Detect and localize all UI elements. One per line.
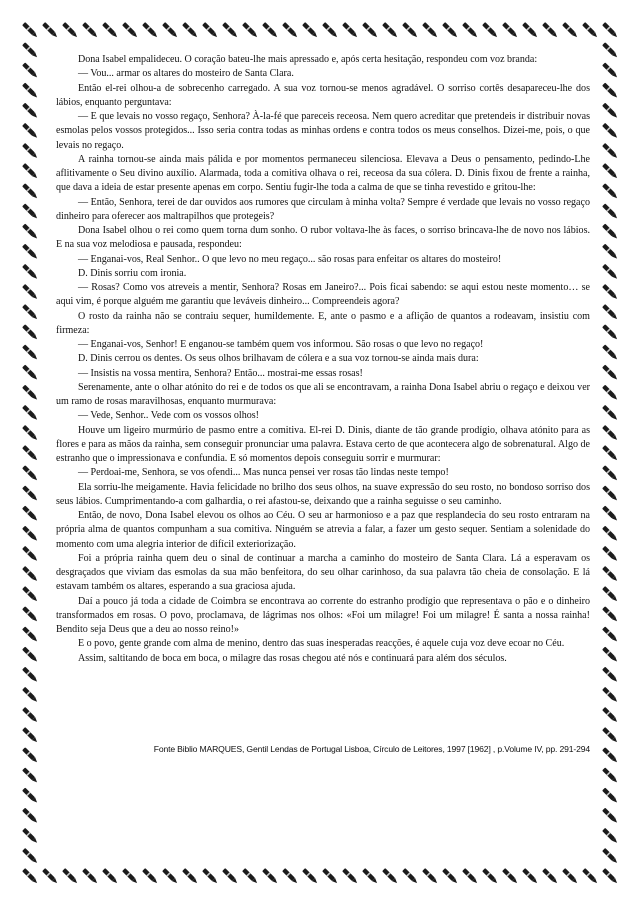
pen-icon [22, 344, 39, 361]
pen-icon [162, 868, 179, 885]
pen-icon [602, 324, 619, 341]
pen-icon [22, 143, 39, 160]
pen-icon [22, 485, 39, 502]
pen-icon [262, 868, 279, 885]
pen-icon [22, 747, 39, 764]
paragraph: — E que levais no vosso regaço, Senhora? À-la-fé que pareceis receosa. Nem quero acreditar que pretendeis ir distribuir novas esmolas pelos vossos protegidos... Isso seria contra todas as minhas ordens e contra todos os meus conselhos. Dizei-me, pois, o que levais no regaço. [56, 111, 590, 151]
pen-icon [602, 445, 619, 462]
pen-icon [22, 848, 39, 865]
pen-icon [602, 264, 619, 281]
pen-icon [602, 425, 619, 442]
pen-icon [442, 868, 459, 885]
pen-icon [522, 22, 539, 39]
pen-icon [302, 22, 319, 39]
pen-icon [122, 22, 139, 39]
pen-icon [22, 506, 39, 523]
pen-icon [202, 22, 219, 39]
pen-icon [282, 868, 299, 885]
paragraph: A rainha tornou-se ainda mais pálida e por momentos permaneceu silenciosa. Elevava a Deus o pensamento, pedindo-Lhe aflitivamente o Seu divino auxílio. Alarmada, toda a comitiva olhava o rei, receosa da sua cólera. D. Dinis fixou de frente a rainha, que dava a ideia de estar presente apenas em corpo. Sentiu fugir-lhe toda a calma de que se tinha revestido e gritou-lhe: [56, 153, 590, 194]
paragraph: — Perdoai-me, Senhora, se vos ofendi... Mas nunca pensei ver rosas tão lindas neste tempo! [78, 467, 449, 479]
pen-icon [22, 626, 39, 643]
pen-icon [602, 506, 619, 523]
pen-icon [342, 868, 359, 885]
pen-icon [22, 22, 39, 39]
pen-icon [602, 586, 619, 603]
pen-icon [362, 868, 379, 885]
pen-icon [602, 83, 619, 100]
paragraph: Serenamente, ante o olhar atónito do rei e de todos os que ali se encontravam, a rainha Dona Isabel abriu o regaço e deixou ver um ramo de rosas maravilhosas, enquanto murmurava: [56, 381, 590, 407]
pen-icon [602, 203, 619, 220]
pen-icon [22, 224, 39, 241]
pen-icon [22, 365, 39, 382]
pen-icon [442, 22, 459, 39]
paragraph: — Rosas? Como vos atreveis a mentir, Senhora? Rosas em Janeiro?... Pois ficai sabendo: se aqui estou neste momento… se aqui vim, é porque alguém me garantiu que leváveis dinheiro... Compreendeis agora? [56, 282, 590, 308]
pen-icon [22, 62, 39, 79]
pen-icon [22, 103, 39, 120]
pen-icon [602, 647, 619, 664]
pen-icon [22, 264, 39, 281]
paragraph: Assim, saltitando de boca em boca, o milagre das rosas chegou até nós e continuará para além dos séculos. [78, 652, 507, 664]
pen-icon [62, 22, 79, 39]
pen-icon [602, 123, 619, 140]
pen-icon [302, 868, 319, 885]
pen-icon [502, 868, 519, 885]
pen-icon [282, 22, 299, 39]
pen-icon [602, 848, 619, 865]
pen-icon [602, 405, 619, 422]
pen-icon [562, 22, 579, 39]
paragraph: Dona Isabel olhou o rei como quem torna dum sonho. O rubor voltava-lhe às faces, o sorriso brincava-lhe de novo nos lábios. E na sua voz melodiosa e pausada, respondeu: [56, 225, 590, 251]
pen-icon [22, 244, 39, 261]
pen-icon [602, 485, 619, 502]
pen-icon [22, 546, 39, 563]
source-citation: Fonte Biblio MARQUES, Gentil Lendas de Portugal Lisboa, Círculo de Leitores, 1997 [1962] , p.Volume IV, pp. 291-294 [153, 744, 590, 754]
pen-icon [602, 606, 619, 623]
pen-icon [182, 22, 199, 39]
pen-icon [602, 808, 619, 825]
pen-icon [602, 526, 619, 543]
pen-icon [22, 183, 39, 200]
pen-icon [602, 103, 619, 120]
pen-icon [102, 868, 119, 885]
pen-icon [422, 22, 439, 39]
pen-icon [602, 22, 619, 39]
pen-icon [602, 767, 619, 784]
pen-icon [242, 868, 259, 885]
pen-icon [322, 868, 339, 885]
pen-icon [342, 22, 359, 39]
pen-icon [22, 163, 39, 180]
pen-icon [262, 22, 279, 39]
paragraph: E o povo, gente grande com alma de menino, dentro das suas inesperadas reacções, é aquele cuja voz deve ecoar no Céu. [78, 638, 565, 650]
pen-icon [22, 707, 39, 724]
pen-icon [242, 22, 259, 39]
pen-icon [22, 727, 39, 744]
pen-icon [22, 767, 39, 784]
pen-icon [22, 123, 39, 140]
pen-icon [22, 808, 39, 825]
paragraph: D. Dinis sorriu com ironia. [78, 267, 187, 279]
pen-icon [202, 868, 219, 885]
pen-icon [22, 828, 39, 845]
pen-icon [602, 304, 619, 321]
pen-icon [602, 143, 619, 160]
pen-icon [22, 42, 39, 59]
pen-icon [482, 22, 499, 39]
paragraph: Daí a pouco já toda a cidade de Coimbra se encontrava ao corrente do estranho prodígio que representava o pão e o dinheiro transformados em rosas. O povo, proclamava, de lágrimas nos olhos: «Foi um milagre! Foi um milagre! É santa a nossa rainha! Bendito seja Deus que a deu ao nosso reino!» [56, 595, 590, 635]
pen-icon [602, 344, 619, 361]
pen-icon [602, 747, 619, 764]
pen-icon [22, 868, 39, 885]
pen-icon [582, 868, 599, 885]
pen-icon [22, 667, 39, 684]
pen-icon [602, 183, 619, 200]
pen-icon [602, 566, 619, 583]
paragraph: Então el-rei olhou-a de sobrecenho carregado. A sua voz tornou-se menos agradável. O sorriso cortês desapareceu-lhe dos lábios, enquanto perguntava: [56, 82, 590, 108]
pen-icon [602, 626, 619, 643]
paragraph: — Vede, Senhor.. Vede com os vossos olhos! [78, 410, 260, 422]
pen-icon [602, 727, 619, 744]
pen-icon [22, 284, 39, 301]
pen-icon [522, 868, 539, 885]
pen-icon [602, 163, 619, 180]
pen-icon [82, 22, 99, 39]
pen-icon [22, 526, 39, 543]
pen-icon [22, 606, 39, 623]
pen-icon [602, 385, 619, 402]
pen-icon [142, 868, 159, 885]
paragraph: — Então, Senhora, terei de dar ouvidos aos rumores que circulam à minha volta? Sempre é verdade que levais no vosso regaço dinheiro para oferecer aos maltrapilhos que protegeis? [56, 196, 590, 222]
pen-icon [82, 868, 99, 885]
pen-icon [542, 22, 559, 39]
pen-icon [422, 868, 439, 885]
paragraph: Foi a própria rainha quem deu o sinal de continuar a marcha a caminho do mosteiro de Santa Clara. Lá a esperavam os desgraçados que viviam das esmolas da sua mão benfeitora, do seu olhar carinhoso, da sua palavra tão cheia de consolação. E lá estavam também os altares, esperando a sua graciosa ajuda. [56, 552, 590, 593]
pen-icon [22, 203, 39, 220]
paragraph: — Enganai-vos, Real Senhor.. O que levo no meu regaço... são rosas para enfeitar os altares do mosteiro! [78, 253, 502, 265]
pen-icon [602, 707, 619, 724]
pen-icon [602, 667, 619, 684]
pen-icon [582, 22, 599, 39]
pen-icon [102, 22, 119, 39]
pen-icon [382, 868, 399, 885]
pen-icon [22, 788, 39, 805]
pen-icon [22, 324, 39, 341]
pen-icon [562, 868, 579, 885]
pen-icon [602, 284, 619, 301]
pen-icon [462, 22, 479, 39]
pen-icon [222, 868, 239, 885]
paragraph: — Insistis na vossa mentira, Senhora? Então... mostrai-me essas rosas! [78, 367, 363, 379]
pen-icon [162, 22, 179, 39]
pen-icon [602, 828, 619, 845]
paragraph: — Vou... armar os altares do mosteiro de Santa Clara. [78, 68, 294, 80]
pen-icon [42, 22, 59, 39]
pen-icon [382, 22, 399, 39]
pen-icon [182, 868, 199, 885]
pen-icon [22, 445, 39, 462]
pen-icon [502, 22, 519, 39]
pen-icon [22, 304, 39, 321]
pen-icon [22, 566, 39, 583]
pen-icon [322, 22, 339, 39]
paragraph: Ela sorriu-lhe meigamente. Havia felicidade no brilho dos seus olhos, na suave expressão do seu rosto, no bondoso sorriso dos seus lábios. Cumprimentando-a com galhardia, o rei afastou-se, deixando que a rainha seguisse o seu caminho. [56, 481, 590, 507]
pen-icon [602, 244, 619, 261]
pen-icon [602, 224, 619, 241]
paragraph: Dona Isabel empalideceu. O coração bateu-lhe mais apressado e, após certa hesitação, respondeu com voz branda: [78, 54, 538, 65]
pen-icon [42, 868, 59, 885]
pen-icon [602, 62, 619, 79]
pen-icon [602, 365, 619, 382]
pen-icon [22, 385, 39, 402]
pen-icon [482, 868, 499, 885]
pen-icon [122, 868, 139, 885]
paragraph: D. Dinis cerrou os dentes. Os seus olhos brilhavam de cólera e a sua voz tornou-se ainda mais dura: [78, 353, 479, 365]
paragraph: Então, de novo, Dona Isabel elevou os olhos ao Céu. O seu ar harmonioso e a paz que resplandecia do seu rosto entraram na própria alma de quantos compunham a sua comitiva. Ninguém se atrevia a falar, a fazer um gesto sequer. Sentiam a solenidade do momento com uma alegria interior de difícil exteriorização. [56, 510, 590, 550]
pen-icon [602, 546, 619, 563]
pen-icon [362, 22, 379, 39]
pen-icon [542, 868, 559, 885]
pen-icon [602, 42, 619, 59]
pen-icon [462, 868, 479, 885]
pen-icon [602, 687, 619, 704]
pen-icon [602, 788, 619, 805]
pen-icon [222, 22, 239, 39]
pen-icon [22, 647, 39, 664]
pen-icon [402, 868, 419, 885]
story-text [56, 53, 590, 666]
pen-icon [62, 868, 79, 885]
pen-icon [22, 687, 39, 704]
pen-icon [402, 22, 419, 39]
pen-icon [22, 83, 39, 100]
pen-icon [22, 425, 39, 442]
pen-icon [602, 868, 619, 885]
pen-icon [602, 465, 619, 482]
pen-icon [142, 22, 159, 39]
paragraph: — Enganai-vos, Senhor! E enganou-se também quem vos informou. São rosas o que levo no regaço! [78, 339, 484, 350]
pen-icon [22, 405, 39, 422]
paragraph: O rosto da rainha não se contraiu sequer, humildemente. E, ante o pasmo e a aflição de quantos a rodeavam, insistiu com firmeza: [56, 310, 590, 336]
pen-icon [22, 586, 39, 603]
pen-icon [22, 465, 39, 482]
paragraph: Houve um ligeiro murmúrio de pasmo entre a comitiva. El-rei D. Dinis, diante de tão grande prodígio, olhava atónito para as flores e para as mãos da rainha, sem conseguir pronunciar uma palavra. Estava certo de que acontecera algo de sobrenatural. Algo de estranho que o impressionava e confundia. E só momentos depois conseguiu sorrir e murmurar: [56, 424, 590, 464]
